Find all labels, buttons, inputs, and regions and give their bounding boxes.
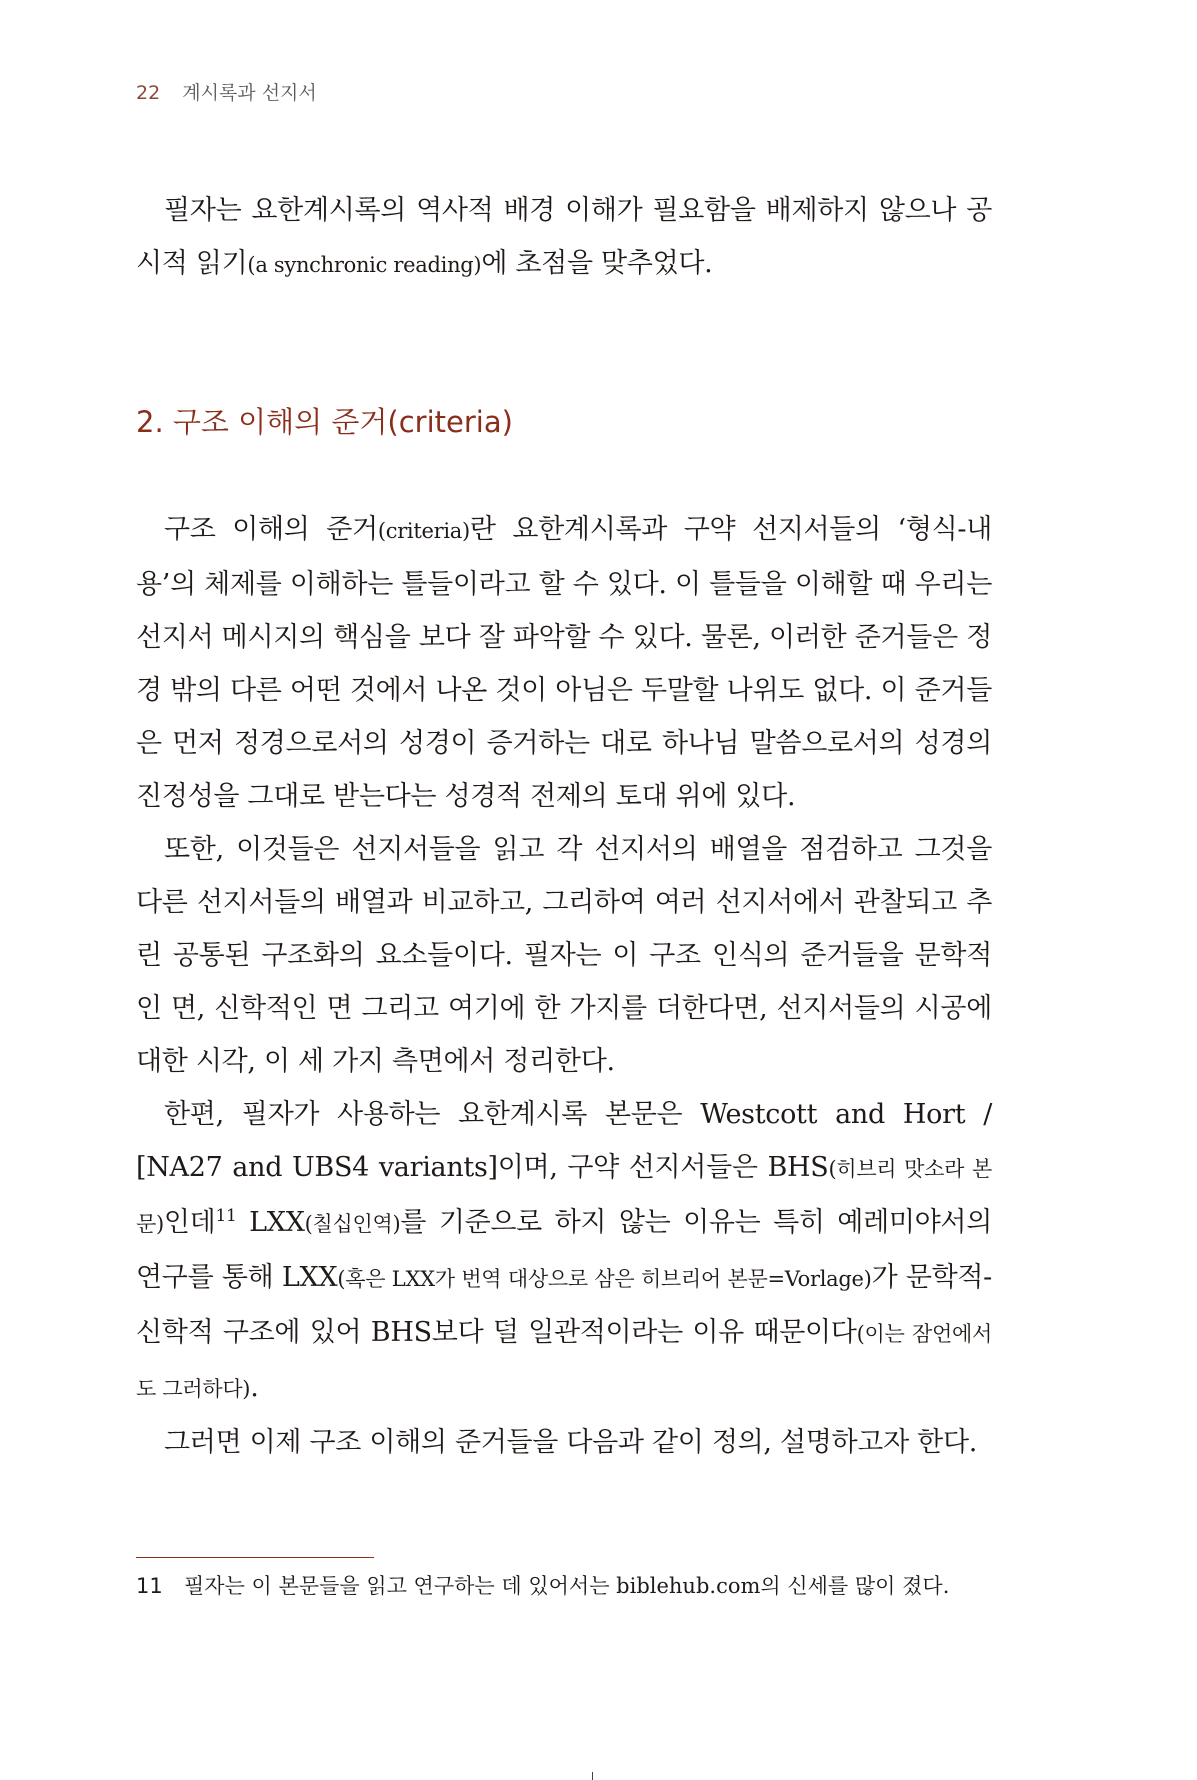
p1-text-b: 란 요한계시록과 구약 선지서들의 ‘형식-내용’의 체제를 이해하는 틀들이라고 할 수 있다. 이 틀들을 이해할 때 우리는 선지서 메시지의 핵심을 보다 잘 파악할 수 있다. 물론, 이러한 준거들은 정경 밖의 다른 어떤 것에서 나온 것이 아님은 두말할 나위도 없다. 이 준거들은 먼저 정경으로서의 성경이 증거하는 대로 하나님 말씀으로서의 성경의 진정성을 그대로 받는다는 성경적 전제의 토대 위에 있다. (136, 514, 993, 812)
section-heading: 2. 구조 이해의 준거(criteria) (136, 405, 513, 439)
footnote-11 (136, 1570, 996, 1602)
p3-text-c: LXX (236, 1207, 305, 1238)
footnote-number: 11 (136, 1574, 163, 1598)
intro-paragraph (136, 184, 992, 292)
book-title: 계시록과 선지서 (182, 82, 317, 104)
paragraph-3 (136, 1088, 992, 1416)
p3-text-a: 한편, 필자가 사용하는 요한계시록 본문은 Westcott and Hort / [NA27 and UBS4 variants]이며, 구약 선지서들은 BHS (136, 1099, 992, 1183)
p3-text-small-4: (이는 잠언에서도 그러하다) (136, 1322, 992, 1401)
p3-text-b: 인데 (163, 1207, 216, 1238)
paragraph-2: 또한, 이것들은 선지서들을 읽고 각 선지서의 배열을 점검하고 그것을 다른 선지서들의 배열과 비교하고, 그리하여 여러 선지서에서 관찰되고 추린 공통된 구조화의 요소들이다. 필자는 이 구조 인식의 준거들을 문학적인 면, 신학적인 면 그리고 여기에 한 가지를 더한다면, 선지서들의 시공에 대한 시각, 이 세 가지 측면에서 정리한다. (136, 834, 992, 1077)
intro-block (136, 184, 992, 292)
p3-text-small-1: (히브리 맛소라 본문) (136, 1157, 993, 1236)
main-text-block (136, 503, 992, 1469)
p3-text-e: 가 문학적-신학적 구조에 있어 BHS보다 덜 일관적이라는 이유 때문이다 (136, 1262, 993, 1348)
footnote-text: 필자는 이 본문들을 읽고 연구하는 데 있어서는 biblehub.com의 신세를 많이 졌다. (184, 1574, 950, 1598)
intro-text-1: 필자는 요한계시록의 역사적 배경 이해가 필요함을 배제하지 않으나 공시적 읽기 (136, 195, 992, 279)
intro-text-2: 에 초점을 맞추었다. (481, 248, 713, 279)
running-header (136, 78, 317, 105)
footnote-divider (136, 1557, 374, 1558)
page-number: 22 (136, 82, 161, 104)
crop-mark (592, 1772, 593, 1780)
p3-text-d: 를 기준으로 하지 않는 이유는 특히 예레미야서의 연구를 통해 LXX (136, 1207, 992, 1293)
p3-text-small-3: (혹은 LXX가 번역 대상으로 삼은 히브리어 본문=Vorlage) (337, 1267, 872, 1291)
p1-text-a: 구조 이해의 준거 (164, 514, 378, 545)
footnote-ref-11[interactable]: 11 (215, 1206, 237, 1226)
p1-text-small: (criteria) (377, 519, 470, 543)
paragraph-1 (136, 503, 992, 823)
p3-text-small-2: (칠십인역) (304, 1212, 401, 1236)
p3-text-f: . (250, 1372, 259, 1403)
paragraph-4: 그러면 이제 구조 이해의 준거들을 다음과 같이 정의, 설명하고자 한다. (164, 1427, 978, 1458)
intro-text-small: (a synchronic reading) (247, 253, 482, 277)
